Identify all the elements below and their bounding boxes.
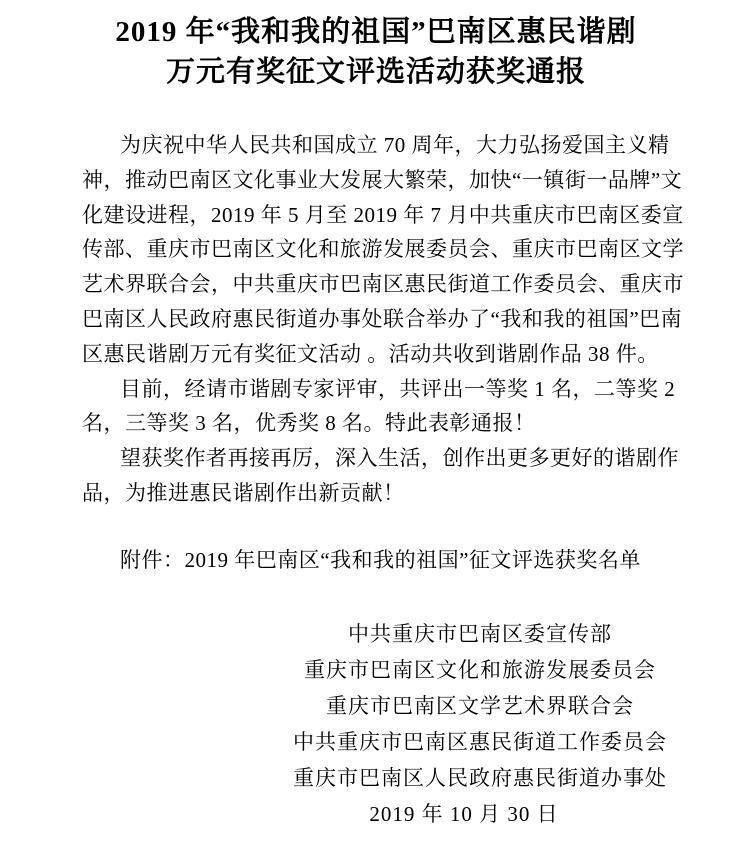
paragraph-1-line-4: 传部、重庆市巴南区文化和旅游发展委员会、重庆市巴南区文学 — [82, 237, 684, 262]
paragraph-2 — [82, 372, 676, 442]
signature-org-4: 中共重庆市巴南区惠民街道工作委员会 — [293, 729, 667, 754]
signature-org-2: 重庆市巴南区文化和旅游发展委员会 — [304, 657, 656, 682]
title-line-2 — [82, 52, 670, 92]
paragraph-2-line-1: 目前，经请市谐剧专家评审，共评出一等奖 1 名，二等奖 2 — [120, 376, 676, 401]
signature-org-3: 重庆市巴南区文学艺术界联合会 — [326, 693, 634, 718]
paragraph-1 — [82, 128, 684, 372]
paragraph-2-line-2: 名，三等奖 3 名，优秀奖 8 名。特此表彰通报！ — [82, 411, 536, 436]
document-title — [82, 12, 670, 92]
paragraph-3-line-2: 品，为推进惠民谐剧作出新贡献！ — [82, 480, 405, 505]
paragraph-1-line-5: 艺术界联合会，中共重庆市巴南区惠民街道工作委员会、重庆市 — [82, 272, 684, 297]
document-body — [82, 128, 684, 511]
paragraph-3 — [82, 441, 679, 511]
title-line-1: 2019 年“我和我的祖国”巴南区惠民谐剧 — [115, 16, 637, 48]
paragraph-1-line-3: 化建设进程，2019 年 5 月至 2019 年 7 月中共重庆市巴南区委宣 — [82, 202, 684, 227]
title-line-2-serif-part: 万元有奖征文 — [165, 56, 346, 88]
paragraph-1-line-7: 区惠民谐剧万元有奖征文活动 。活动共收到谐剧作品 38 件。 — [82, 341, 659, 366]
signature-block — [288, 616, 672, 832]
paragraph-3-line-1: 望获奖作者再接再厉，深入生活，创作出更多更好的谐剧作 — [120, 446, 679, 471]
paragraph-1-line-6: 巴南区人民政府惠民街道办事处联合举办了“我和我的祖国”巴南 — [82, 306, 683, 331]
paragraph-1-line-2: 神，推动巴南区文化事业大发展大繁荣，加快“一镇街一品牌”文 — [82, 167, 683, 192]
signature-org-1: 中共重庆市巴南区委宣传部 — [348, 621, 612, 646]
attachment-line: 附件：2019 年巴南区“我和我的祖国”征文评选获奖名单 — [120, 547, 641, 572]
signature-org-5: 重庆市巴南区人民政府惠民街道办事处 — [293, 765, 667, 790]
title-line-2-sans-part: 评选活动获奖通报 — [346, 56, 587, 88]
paragraph-1-line-1: 为庆祝中华人民共和国成立 70 周年，大力弘扬爱国主义精 — [120, 133, 670, 157]
signature-date: 2019 年 10 月 30 日 — [369, 801, 559, 826]
